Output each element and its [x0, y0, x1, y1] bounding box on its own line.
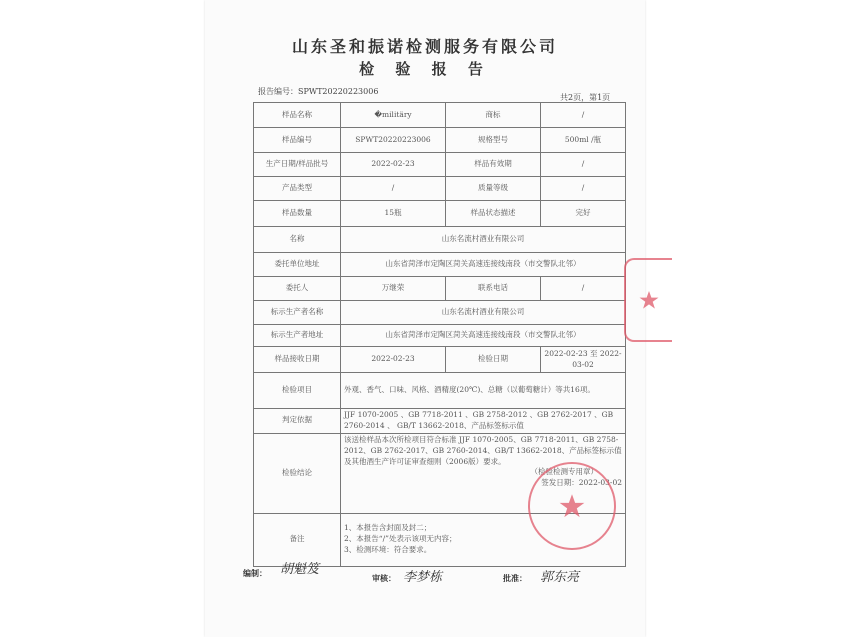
value: / — [541, 277, 626, 301]
value: 山东省菏泽市定陶区菏关高速连接线南段（市交警队北邻） — [341, 325, 626, 347]
label: 样品状态描述 — [446, 201, 541, 227]
label: 规格型号 — [446, 128, 541, 153]
label: 名称 — [254, 227, 341, 253]
value: 2022-02-23 — [341, 347, 446, 373]
label: 商标 — [446, 103, 541, 128]
report-number: 报告编号：SPWT20220223006 — [258, 87, 379, 96]
label: 生产日期/样品批号 — [254, 153, 341, 177]
label: 样品名称 — [254, 103, 341, 128]
label: 检验结论 — [254, 433, 341, 513]
seal-caption: （检验检测专用章） — [530, 467, 598, 477]
value: / — [541, 103, 626, 128]
remarks-cell — [341, 513, 626, 566]
value: / — [541, 153, 626, 177]
table-row — [254, 373, 626, 409]
label: 联系电话 — [446, 277, 541, 301]
table-row — [254, 347, 626, 373]
label: 样品数量 — [254, 201, 341, 227]
company-name: 山东圣和振诺检测服务有限公司 — [291, 37, 558, 56]
label: 样品接收日期 — [254, 347, 341, 373]
table-row — [254, 227, 626, 253]
label: 检验项目 — [254, 373, 341, 409]
label: 产品类型 — [254, 177, 341, 201]
label: 委托人 — [254, 277, 341, 301]
remark-item: 3、检测环境：符合要求。 — [344, 545, 432, 555]
value: 万继荣 — [341, 277, 446, 301]
label: 备注 — [254, 513, 341, 566]
conclusion-cell — [341, 433, 626, 513]
value: 2022-02-23 — [341, 153, 446, 177]
value: 500ml /瓶 — [541, 128, 626, 153]
label: 质量等级 — [446, 177, 541, 201]
table-row — [254, 277, 626, 301]
table-row — [254, 409, 626, 434]
value: 山东名流村酒业有限公司 — [341, 301, 626, 325]
label: 检验日期 — [446, 347, 541, 373]
table-row — [254, 153, 626, 177]
reviewed-by-signature: 李梦栋 — [403, 570, 443, 585]
value: / — [341, 177, 446, 201]
table-row — [254, 433, 626, 513]
label: 判定依据 — [254, 409, 341, 434]
value: 完好 — [541, 201, 626, 227]
reviewed-by-label: 审核： — [372, 573, 396, 583]
value: 山东名流村酒业有限公司 — [341, 227, 626, 253]
compiled-by-signature: 胡魁笈 — [280, 562, 320, 577]
table-row — [254, 325, 626, 347]
conclusion-text: 该送检样品本次所检项目符合标准 JJF 1070-2005、GB 7718-2011、GB 2758-2012、GB 2762-2017、GB 2760-2014、GB/T 13662-2018、产品标签标示值及其他酒生产许可证审查细则（2006版）要求。 — [344, 434, 622, 466]
value: JJF 1070-2005 、GB 7718-2011 、GB 2758-2012 、GB 2762-2017 、GB 2760-2014 、 GB/T 13662-2018、产品标签标示值 — [341, 409, 626, 434]
approved-by-label: 批准： — [503, 573, 527, 583]
label: 委托单位地址 — [254, 253, 341, 277]
table-row — [254, 301, 626, 325]
table-row — [254, 128, 626, 153]
table-row — [254, 103, 626, 128]
value: SPWT20220223006 — [341, 128, 446, 153]
table-row — [254, 177, 626, 201]
remark-item: 1、本报告含封面及封二； — [344, 523, 432, 533]
report-title: 检 验 报 告 — [359, 60, 491, 78]
table-row — [254, 201, 626, 227]
value: �militäry — [341, 103, 446, 128]
value: 外观、香气、口味、风格、酒精度(20℃)、总糖（以葡萄糖计）等共16项。 — [341, 373, 626, 409]
label: 标示生产者名称 — [254, 301, 341, 325]
compiled-by-label: 编制： — [243, 568, 267, 578]
page-count: 共2页，第1页 — [560, 93, 611, 102]
value: / — [541, 177, 626, 201]
label: 标示生产者地址 — [254, 325, 341, 347]
table-row — [254, 253, 626, 277]
remark-item: 2、本报告“/”处表示该项无内容； — [344, 534, 457, 544]
value: 15瓶 — [341, 201, 446, 227]
report-table — [253, 102, 626, 567]
approved-by-signature: 郭东亮 — [540, 570, 580, 585]
value: 2022-02-23 至 2022-03-02 — [541, 347, 626, 373]
label: 样品编号 — [254, 128, 341, 153]
issue-date: 签发日期：2022-03-02 — [541, 478, 622, 488]
label: 样品有效期 — [446, 153, 541, 177]
value: 山东省菏泽市定陶区菏关高速连接线南段（市交警队北邻） — [341, 253, 626, 277]
